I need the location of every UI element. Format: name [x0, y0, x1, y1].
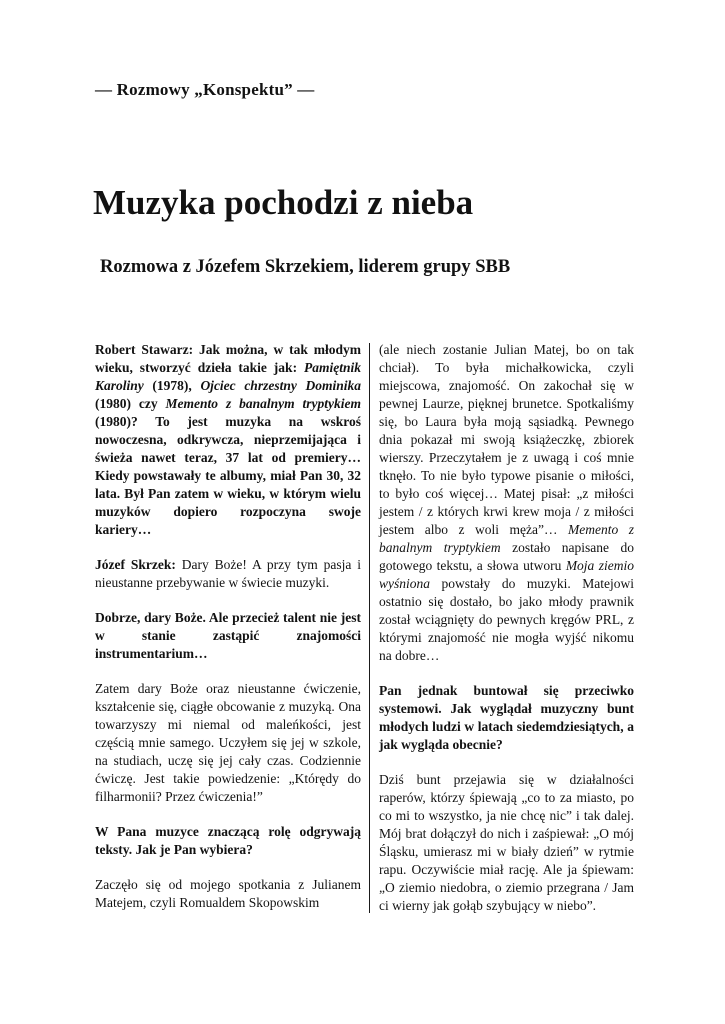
- answer-paragraph: [95, 680, 361, 806]
- text-segment: Dary Boże! A przy tym pasja i nieustanne przebywanie w świecie muzyki.: [95, 557, 361, 590]
- text-segment: Pamiętnik Karoliny: [95, 360, 361, 393]
- text-segment: Memento z banalnym tryptykiem: [379, 522, 634, 555]
- question-paragraph: [95, 823, 361, 859]
- text-segment: powstały do muzyki. Matejowi ostatnio się dostało, bo jako młody prawnik został wciągnięty do pewnych kręgów PRL, z którymi znajomość nie mogła wyjść nikomu na dobre…: [379, 576, 634, 663]
- article-title: Muzyka pochodzi z nieba: [93, 183, 474, 222]
- column-divider: [369, 343, 370, 913]
- text-segment: (1980) czy: [95, 396, 166, 411]
- text-segment: Zatem dary Boże oraz nieustanne ćwiczenie, kształcenie się, ciągłe obcowanie z muzyką. Ona towarzyszy mi niemal od maleńkości, jest częścią mnie samego. Uczyłem się jej w szkole, na studiach, uczę się jej cały czas. Codziennie ćwiczę. Jest takie powiedzenie: „Którędy do filharmonii? Przez ćwiczenia!”: [95, 681, 361, 804]
- text-segment: Memento z banalnym tryptykiem: [165, 396, 361, 411]
- answer-paragraph: [379, 771, 634, 915]
- text-segment: (1978),: [143, 378, 201, 393]
- text-segment: zostało napisane do gotowego tekstu, a słowa utworu: [379, 540, 634, 573]
- text-segment: Pan jednak buntował się przeciwko systemowi. Jak wyglądał muzyczny bunt młodych ludzi w latach siedemdziesiątych, a jak wygląda obecnie?: [379, 683, 634, 752]
- article-subtitle: Rozmowa z Józefem Skrzekiem, liderem grupy SBB: [100, 257, 511, 277]
- question-paragraph: [379, 682, 634, 754]
- question-paragraph: [95, 341, 361, 539]
- text-segment: W Pana muzyce znaczącą rolę odgrywają teksty. Jak je Pan wybiera?: [95, 824, 361, 857]
- answer-paragraph: [95, 876, 361, 912]
- text-segment: Józef Skrzek:: [95, 557, 182, 572]
- answer-paragraph: [95, 556, 361, 592]
- text-segment: Dziś bunt przejawia się w działalności raperów, którzy śpiewają „co to za miasto, po co mi to wszystko, ja nie chcę nic” i tak dalej. Mój brat dołączył do nich i zaśpiewał: „O mój Śląsku, umierasz mi w biały dzień” w rytmie rapu. Oczywiście miał rację. Ale ja śpiewam: „O ziemio niedobra, o ziemio przegrana / Jam ci wierny jak gołąb szybujący w niebo”.: [379, 772, 634, 913]
- left-column: [95, 341, 361, 915]
- text-segment: Zaczęło się od mojego spotkania z Julianem Matejem, czyli Romualdem Skopowskim: [95, 877, 361, 910]
- text-segment: Ojciec chrzestny Dominika: [200, 378, 361, 393]
- text-segment: Dobrze, dary Boże. Ale przecież talent nie jest w stanie zastąpić znajomości instrumentarium…: [95, 610, 361, 661]
- text-segment: (ale niech zostanie Julian Matej, bo on tak chciał). To była michałkowicka, czyli miejscowa, znajomość. On zakochał się w pewnej Laurze, pięknej brunetce. Spotkaliśmy się, bo Laura była moją sąsiadką. Pewnego dnia pokazał mi swoją książeczkę, zbiorek wierszy. Przeczytałem je z uwagą i coś mnie tknęło. To nie było typowe pisanie o miłości, to było coś więcej… Matej pisał: „z miłości jestem / z których krwi krew moja / z miłości jestem albo z woli męża”…: [379, 342, 634, 537]
- text-segment: (1980)? To jest muzyka na wskroś nowoczesna, odkrywcza, nieprzemijająca i świeża nawet teraz, 37 lat od premiery… Kiedy powstawały te albumy, miał Pan 30, 32 lata. Był Pan zatem w wieku, w którym wielu muzyków dopiero rozpoczyna swoje kariery…: [95, 414, 361, 537]
- answer-paragraph: [379, 341, 634, 665]
- article-body: [95, 341, 635, 915]
- question-paragraph: [95, 609, 361, 663]
- text-segment: Moja ziemio wyśniona: [379, 558, 634, 591]
- text-segment: Robert Stawarz: Jak można, w tak młodym wieku, stworzyć dzieła takie jak:: [95, 342, 361, 375]
- right-column: [379, 341, 634, 915]
- section-header: — Rozmowy „Konspektu” —: [95, 80, 315, 99]
